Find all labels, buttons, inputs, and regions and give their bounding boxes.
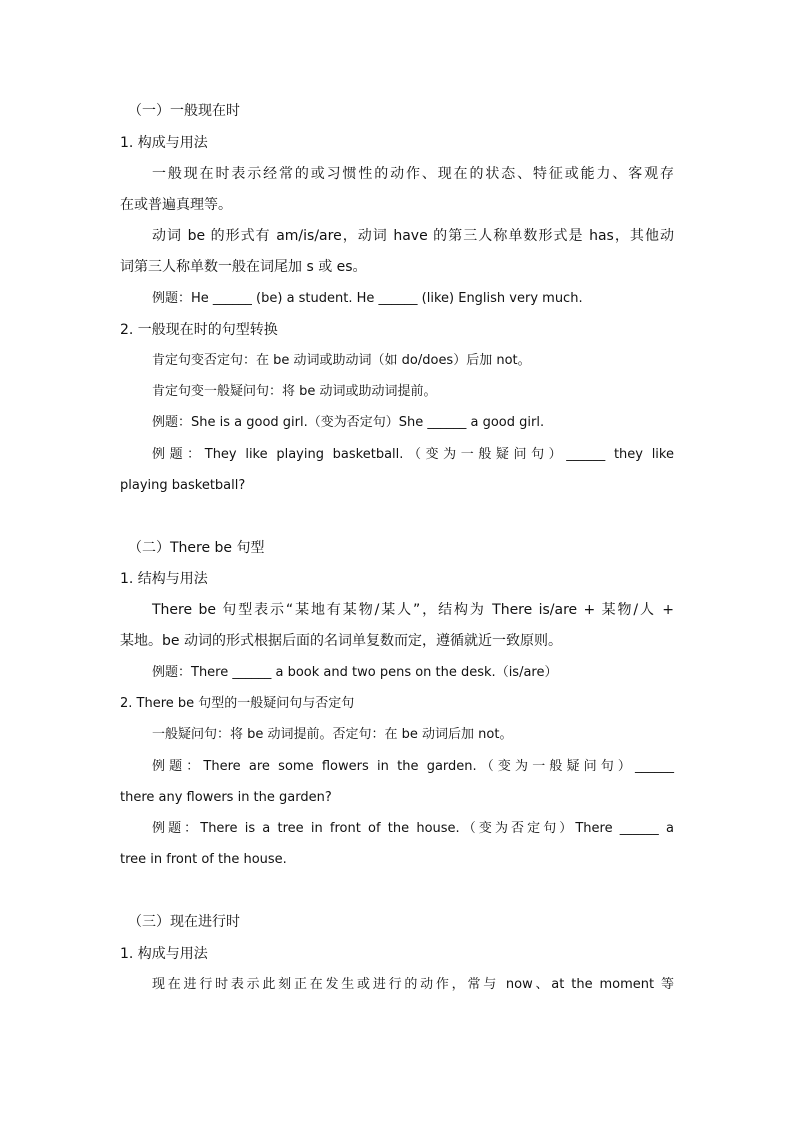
section-1-example-2: 例题：She is a good girl.（变为否定句）She ______ a good girl. <box>152 415 545 430</box>
section-2-example-2-line-1: 例题：There are some flowers in the garden.（变为一般疑问句）______ <box>152 759 674 774</box>
section-2-paragraph-1-line-1: There be 句型表示“某地有某物/某人”，结构为 There is/are + 某物/人 + <box>152 602 674 618</box>
section-1-paragraph-2-line-1: 动词 be 的形式有 am/is/are，动词 have 的第三人称单数形式是 has，其他动 <box>152 228 674 244</box>
section-2-example-3-line-2: tree in front of the house. <box>120 852 287 867</box>
section-1-example-1: 例题：He ______ (be) a student. He ______ (like) English very much. <box>152 291 583 306</box>
section-2-example-2-line-2: there any flowers in the garden? <box>120 790 332 805</box>
section-1-subheading-2: 2. 一般现在时的句型转换 <box>120 322 278 338</box>
section-3-paragraph-1-line-1: 现在进行时表示此刻正在发生或进行的动作，常与 now、at the moment 等 <box>152 977 674 992</box>
section-2-rule-1: 一般疑问句：将 be 动词提前。否定句：在 be 动词后加 not。 <box>152 727 513 742</box>
section-2-subheading-2: 2. There be 句型的一般疑问句与否定句 <box>120 696 355 711</box>
section-1-paragraph-1-line-1: 一般现在时表示经常的或习惯性的动作、现在的状态、特征或能力、客观存 <box>152 166 674 182</box>
section-1-example-3-line-1: 例题：They like playing basketball.（变为一般疑问句）______ they like <box>152 447 674 462</box>
section-2-paragraph-1-line-2: 某地。be 动词的形式根据后面的名词单复数而定，遵循就近一致原则。 <box>120 633 562 649</box>
section-2-example-3-line-1: 例题：There is a tree in front of the house.（变为否定句）There ______ a <box>152 821 674 836</box>
section-1-paragraph-1-line-2: 在或普遍真理等。 <box>120 197 232 213</box>
section-2-title: （二）There be 句型 <box>128 540 265 556</box>
section-1-example-3-line-2: playing basketball? <box>120 478 246 493</box>
section-3-subheading-1: 1. 构成与用法 <box>120 946 208 962</box>
section-3-title: （三）现在进行时 <box>128 914 240 930</box>
section-2-subheading-1: 1. 结构与用法 <box>120 571 208 587</box>
section-1-subheading-1: 1. 构成与用法 <box>120 135 208 151</box>
section-1-paragraph-2-line-2: 词第三人称单数一般在词尾加 s 或 es。 <box>120 259 367 275</box>
section-1-title: （一）一般现在时 <box>128 103 240 119</box>
section-1-rule-2: 肯定句变一般疑问句：将 be 动词或助动词提前。 <box>152 384 437 399</box>
section-2-example-1: 例题：There ______ a book and two pens on the desk.（is/are） <box>152 665 558 680</box>
section-1-rule-1: 肯定句变否定句：在 be 动词或助动词（如 do/does）后加 not。 <box>152 353 531 368</box>
